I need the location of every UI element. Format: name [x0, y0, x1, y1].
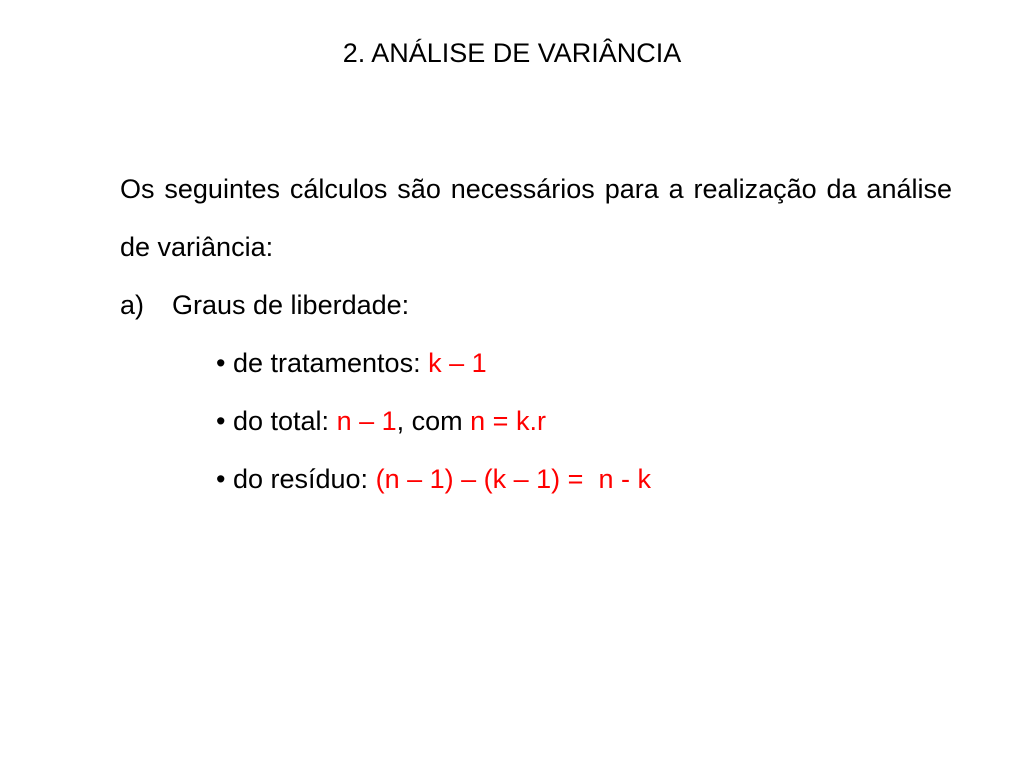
bullet-symbol: •: [216, 406, 226, 436]
formula-treatments: k – 1: [428, 348, 487, 378]
formula-n-definition: n = k.r: [470, 406, 546, 436]
bullet-list: [216, 334, 651, 508]
list-marker-a: a): [120, 290, 145, 320]
bullet-label-residue: do resíduo:: [232, 464, 369, 494]
bullet-item-treatments: [216, 334, 651, 392]
list-item-a-label: Graus de liberdade:: [172, 290, 410, 320]
formula-total: n – 1: [336, 406, 397, 436]
bullet-symbol: •: [216, 464, 226, 494]
bullet-label-treatments: de tratamentos:: [232, 348, 421, 378]
bullet-connector-com: , com: [396, 406, 463, 436]
bullet-item-total: [216, 392, 651, 450]
bullet-item-residue: [216, 450, 651, 508]
list-item-a: [120, 276, 409, 334]
intro-paragraph: Os seguintes cálculos são necessários para a realização da análise de variância:: [120, 174, 952, 262]
bullet-label-total: do total:: [232, 406, 330, 436]
slide-title: 2. ANÁLISE DE VARIÂNCIA: [342, 38, 682, 68]
formula-residue-result: n - k: [598, 464, 651, 494]
formula-residue: (n – 1) – (k – 1) =: [375, 464, 584, 494]
bullet-symbol: •: [216, 348, 226, 378]
